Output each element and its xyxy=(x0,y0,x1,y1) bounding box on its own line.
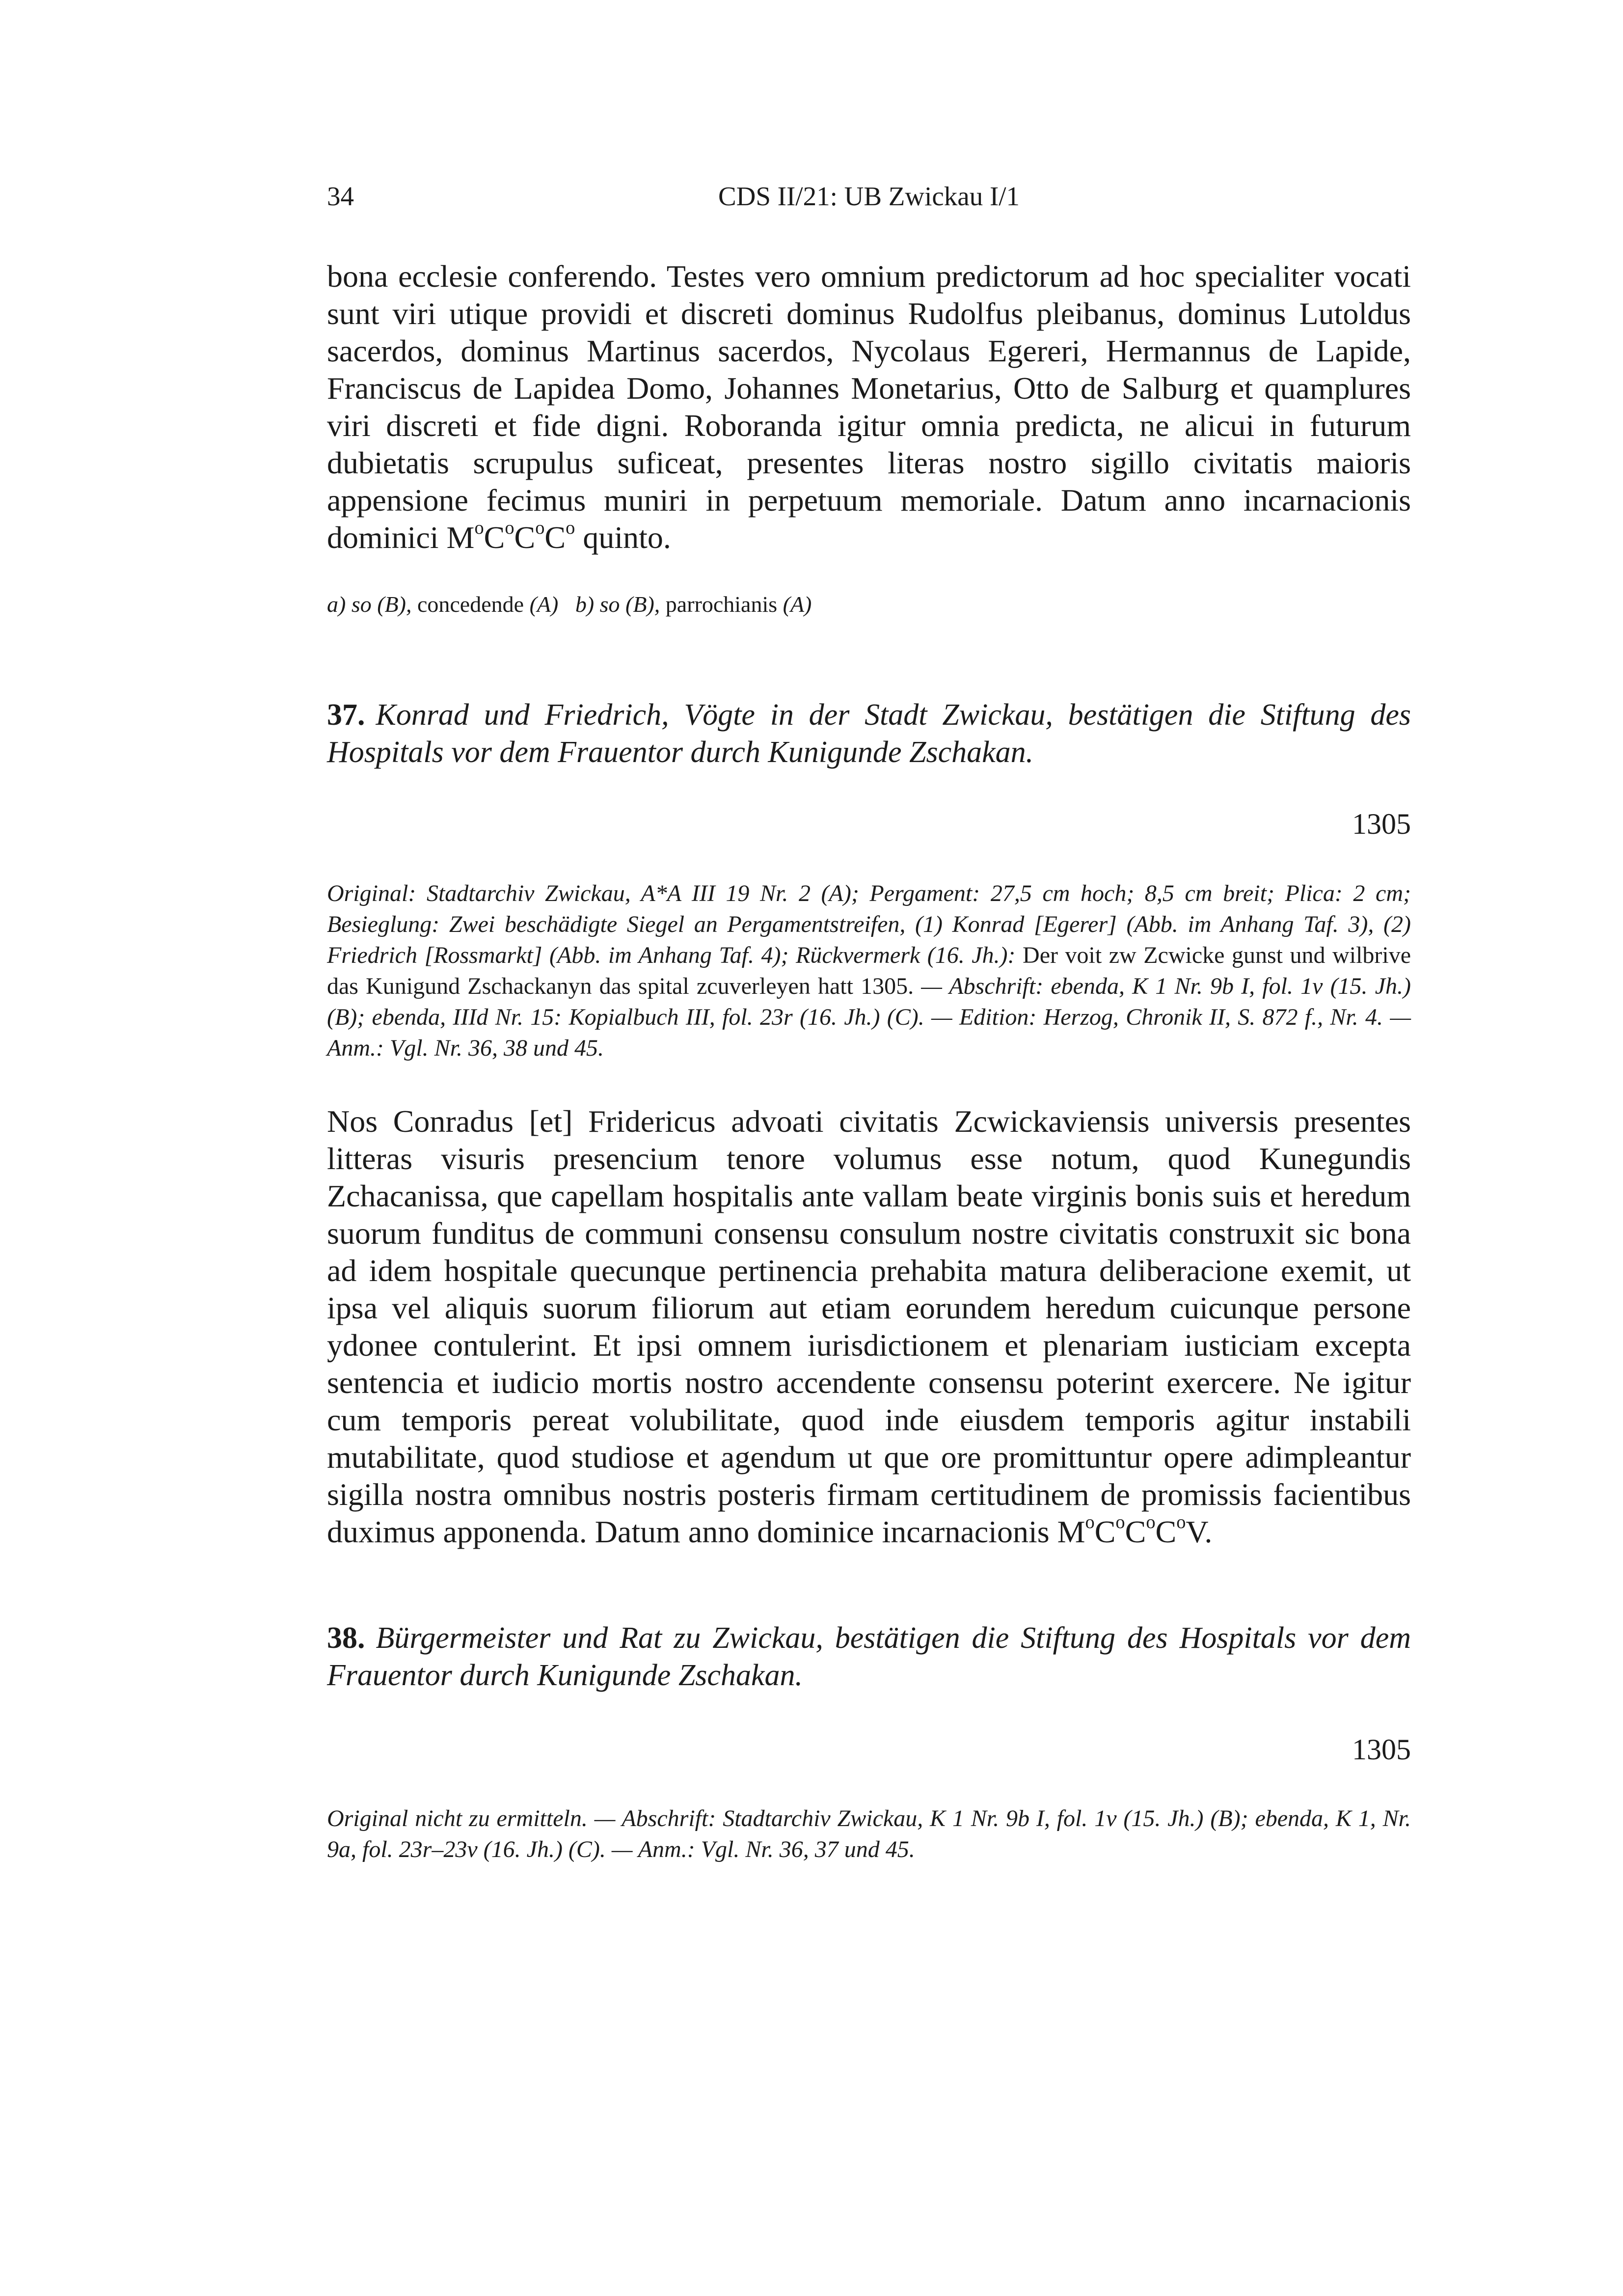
footnote-b-label: b) so (B), xyxy=(575,592,660,617)
entry-38-source-note xyxy=(327,1803,1411,1865)
date-numeral: $M^oC^oC^oC^o$ xyxy=(446,518,575,555)
entry-37-text: Nos Conradus [et] Fridericus advoati civitatis Zcwickaviensis universis presentes litteras visuris presencium tenore volumus esse notum, quod Kunegundis Zchacanissa, que capellam hospitalis ante vallam beate virginis bonis suis et heredum suorum funditus de communi consensu consulum nostre civitatis construxit sic bona ad idem hospitale quecunque pertinencia prehabita matura deliberacione exemit, ut ipsa vel aliquis suorum filiorum aut etiam eorundem heredum cuicunque persone ydonee contulerint. Et ipsi omnem iurisdictionem et plenariam iusticiam excepta sentencia et iudicio mortis nostro accendente consensu poterint exercere. Ne igitur cum temporis pereat volubilitate, quod inde eiusdem temporis agitur instabili mutabilitate, quod studiose et agendum ut que ore promittuntur opere adimpleantur sigilla nostra omnibus nostris posteris firmam certitudinem de promissis facientibus duximus apponenda. Datum anno dominice incarnacionis xyxy=(327,1104,1411,1549)
entry-38-date: 1305 xyxy=(1352,1733,1411,1766)
page-number: 34 xyxy=(327,181,354,211)
entry-37-title: Konrad und Friedrich, Vögte in der Stadt Zwickau, bestätigen die Stiftung des Hospitals vor dem Frauentor durch Kunigunde Zschakan. xyxy=(327,698,1411,769)
continuation-text-end: quinto. xyxy=(575,520,671,555)
entry-38-number: 38. xyxy=(327,1621,365,1655)
entry-37-source-italic-2: — Abschrift: ebenda, K 1 Nr. 9b I, fol. 1v (15. Jh.) (B); ebenda, IIId Nr. 15: Kopialbuch III, fol. 23r (16. Jh.) (C). — Edition: Herzog, Chronik II, S. 872 f., Nr. 4. — Anm.: Vgl. Nr. 36, 38 und 45. xyxy=(327,973,1411,1061)
entry-37-dorsal-note: Der voit zw Zcwicke gunst und wilbrive das Kunigund Zschackanyn das spital zcuverleyen hatt 1305. xyxy=(327,942,1411,999)
entry-37-date: 1305 xyxy=(1352,808,1411,840)
entry-37-date-numeral: $M^oC^oC^oC^o$ xyxy=(1057,1512,1186,1549)
footnote-a-text: concedende xyxy=(411,592,530,617)
entry-38-heading xyxy=(327,1619,1411,1694)
footnote-b-source: (A) xyxy=(783,592,812,617)
footnote-a-label: a) so (B), xyxy=(327,592,412,617)
charter-text-continuation xyxy=(327,258,1411,556)
entry-37-text-end: V. xyxy=(1186,1514,1213,1549)
entry-37-number: 37. xyxy=(327,698,365,732)
entry-37-source-italic: Original: Stadtarchiv Zwickau, A*A III 19 Nr. 2 (A); Pergament: 27,5 cm hoch; 8,5 cm breit; Plica: 2 cm; Besieglung: Zwei beschädigte Siegel an Pergamentstreifen, (1) Konrad [Egerer] (Abb. im Anhang Taf. 3), (2) Friedrich [Rossmarkt] (Abb. im Anhang Taf. 4); Rückvermerk (16. Jh.): xyxy=(327,880,1411,968)
running-title: CDS II/21: UB Zwickau I/1 xyxy=(718,181,1020,211)
entry-37-source-note xyxy=(327,878,1411,1064)
footnote-a-source: (A) xyxy=(529,592,559,617)
entry-38-title: Bürgermeister und Rat zu Zwickau, bestätigen die Stiftung des Hospitals vor dem Frauentor durch Kunigunde Zschakan. xyxy=(327,1621,1411,1692)
entry-37-charter-text xyxy=(327,1103,1411,1551)
footnote-b-text: parrochianis xyxy=(660,592,783,617)
entry-38-source-italic: Original nicht zu ermitteln. — Abschrift: Stadtarchiv Zwickau, K 1 Nr. 9b I, fol. 1v (15. Jh.) (B); ebenda, K 1, Nr. 9a, fol. 23r–23v (16. Jh.) (C). — Anm.: Vgl. Nr. 36, 37 und 45. xyxy=(327,1805,1411,1862)
entry-37-heading xyxy=(327,696,1411,771)
page-header xyxy=(327,174,1411,219)
footnotes xyxy=(327,589,1411,620)
continuation-text: bona ecclesie conferendo. Testes vero omnium predictorum ad hoc specialiter vocati sunt viri utique providi et discreti dominus Rudolfus pleibanus, dominus Lutoldus sacerdos, dominus Martinus sacerdos, Nycolaus Egereri, Hermannus de Lapide, Franciscus de Lapidea Domo, Johannes Monetarius, Otto de Salburg et quamplures viri discreti et fide digni. Roboranda igitur omnia predicta, ne alicui in futurum dubietatis scrupulus suficeat, presentes literas nostro sigillo civitatis maioris appensione fecimus muniri in perpetuum memoriale. Datum anno incarnacionis dominici xyxy=(327,259,1411,555)
